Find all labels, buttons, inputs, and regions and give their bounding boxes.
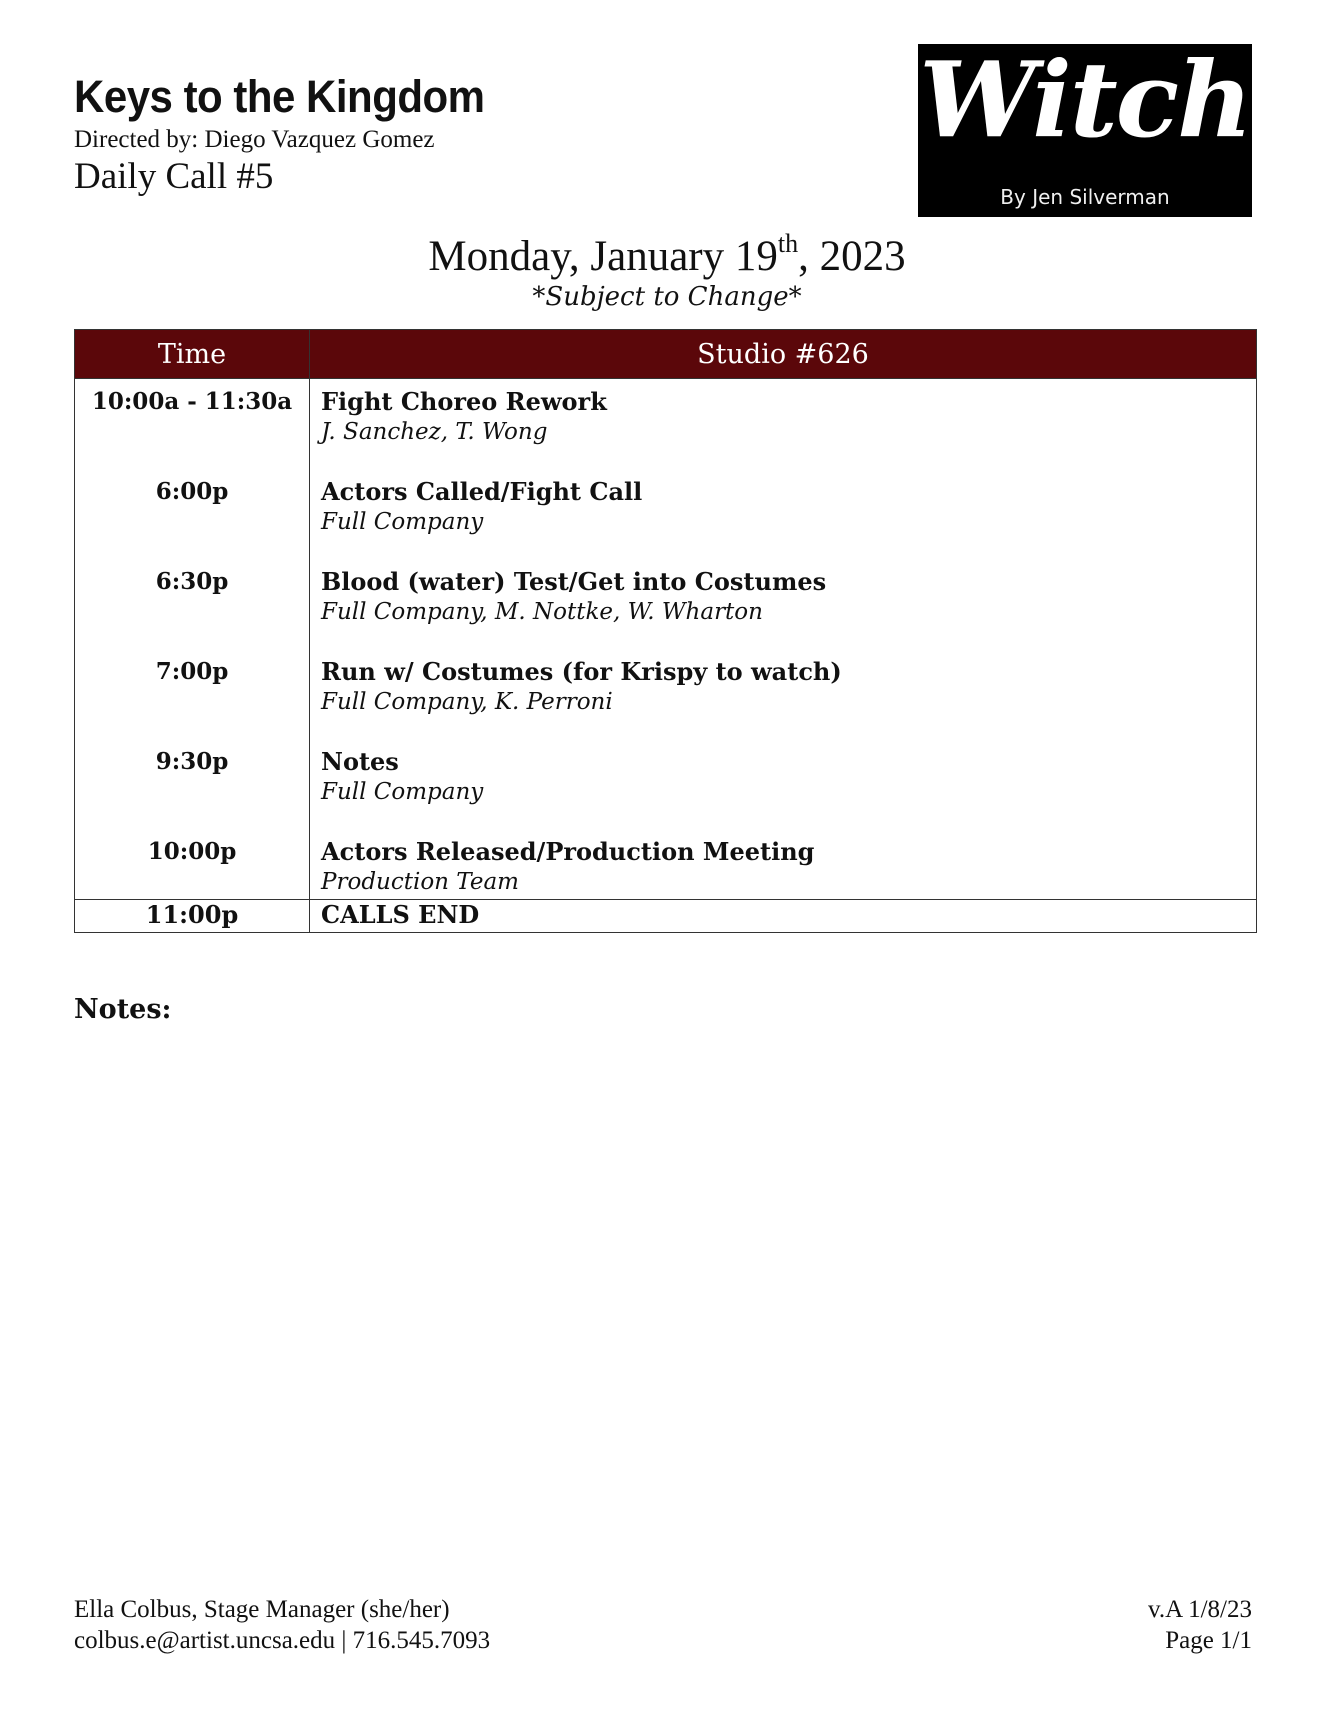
schedule-row (75, 477, 1257, 567)
activity-title: Fight Choreo Rework (321, 387, 607, 416)
schedule-row (75, 657, 1257, 747)
stage-manager-contact: colbus.e@artist.uncsa.edu | 716.545.7093 (74, 1627, 491, 1654)
row-time: 9:30p (75, 747, 310, 837)
schedule-row (75, 567, 1257, 657)
activity-people: Production Team (321, 869, 519, 895)
row-activity (310, 837, 1257, 900)
time-column-header: Time (75, 330, 310, 379)
row-time: 10:00p (75, 837, 310, 900)
footer-contact (74, 1594, 490, 1656)
schedule-row (75, 837, 1257, 900)
date-ordinal: th (777, 229, 799, 258)
activity-people: Full Company, K. Perroni (321, 689, 613, 715)
end-time: 11:00p (75, 900, 310, 933)
page-number: Page 1/1 (1165, 1627, 1252, 1654)
row-activity (310, 477, 1257, 567)
subject-to-change-note: *Subject to Change* (532, 282, 802, 312)
calls-end-label: CALLS END (310, 900, 1257, 933)
schedule-header-row (75, 330, 1257, 379)
activity-title: Notes (321, 747, 399, 776)
activity-title: Run w/ Costumes (for Krispy to watch) (321, 657, 842, 686)
row-time: 7:00p (75, 657, 310, 747)
row-activity (310, 657, 1257, 747)
activity-title: Blood (water) Test/Get into Costumes (321, 567, 827, 596)
date-prefix: Monday, January 19 (428, 233, 778, 280)
notes-heading: Notes: (74, 994, 172, 1025)
logo-byline: By Jen Silverman (1000, 185, 1170, 209)
show-logo (918, 44, 1252, 217)
activity-people: Full Company (321, 779, 484, 805)
calls-end-row (75, 900, 1257, 933)
row-time: 6:00p (75, 477, 310, 567)
footer-version (1148, 1594, 1252, 1656)
version-label: v.A 1/8/23 (1148, 1596, 1252, 1623)
row-activity (310, 379, 1257, 478)
activity-title: Actors Released/Production Meeting (321, 837, 815, 866)
activity-title: Actors Called/Fight Call (321, 477, 643, 506)
schedule-table (74, 329, 1257, 933)
activity-people: Full Company, M. Nottke, W. Wharton (321, 599, 763, 625)
call-date (0, 229, 1334, 281)
schedule-row (75, 379, 1257, 478)
row-activity (310, 747, 1257, 837)
location-column-header: Studio #626 (310, 330, 1257, 379)
production-title: Keys to the Kingdom (74, 70, 485, 122)
activity-people: J. Sanchez, T. Wong (321, 419, 548, 445)
activity-people: Full Company (321, 509, 484, 535)
director-line: Directed by: Diego Vazquez Gomez (74, 126, 435, 153)
date-year: , 2023 (798, 233, 906, 280)
row-time: 6:30p (75, 567, 310, 657)
stage-manager-name: Ella Colbus, Stage Manager (she/her) (74, 1596, 450, 1623)
row-time: 10:00a - 11:30a (75, 379, 310, 478)
row-activity (310, 567, 1257, 657)
schedule-row (75, 747, 1257, 837)
logo-wordmark: Witch (919, 44, 1251, 161)
daily-call-number: Daily Call #5 (74, 156, 274, 197)
